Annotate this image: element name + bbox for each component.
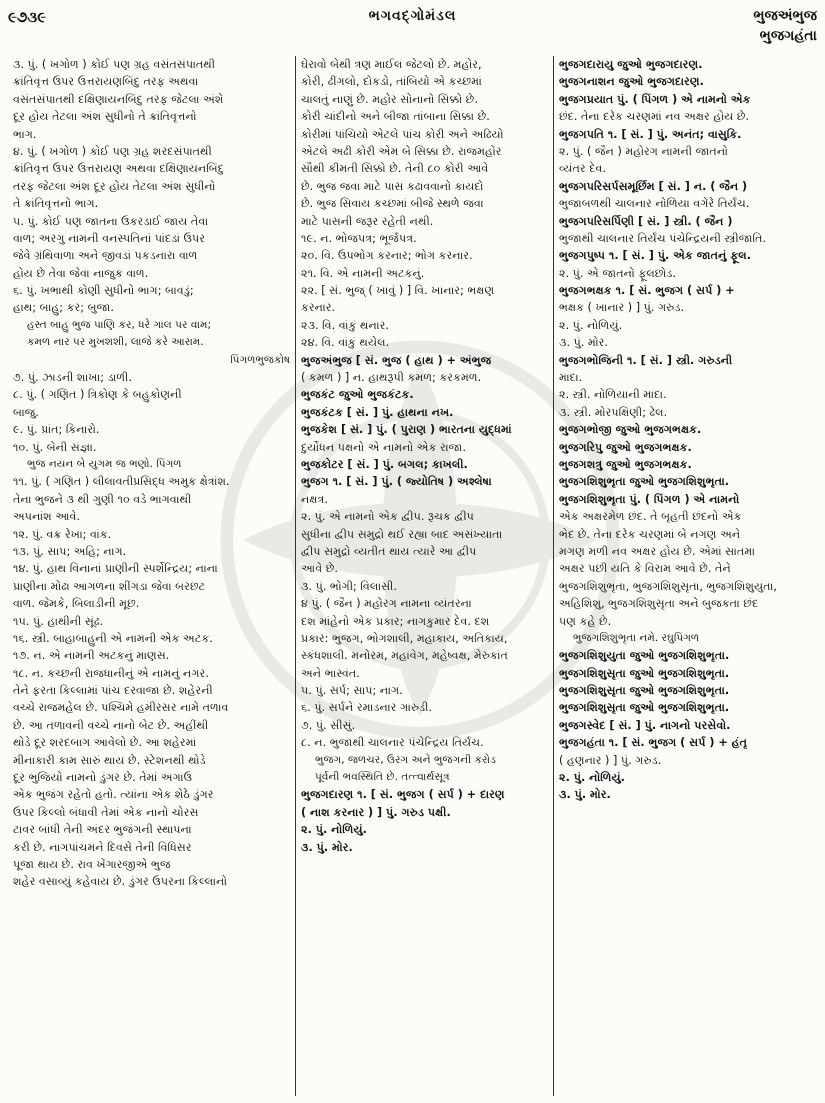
text-line: કોરીમાં પાંચિયો એટલે પાંચ કોરી અને અઢિયો xyxy=(301,127,504,141)
text-line: ઉપર કિલ્લો બંધાવી તેમાં એક નાનો ચોરસ xyxy=(13,805,199,819)
text-line: છે. ભુજ સિવાય કચ્છમાં બીજે સ્થળે જવા xyxy=(301,197,484,211)
text-line: ૩. પું. ભોગી; વિલાસી. xyxy=(301,579,397,593)
text-line: ( કમળ ) ] ન. હાથરૂપી કમળ; કરકમળ. xyxy=(301,371,482,385)
text-line: પ્રકાર: ભુજગ, ભોગશાલી, મહાકાય, અતિકાય, xyxy=(301,631,508,645)
text-line: ભુજાબળથી ચાલનાર નોળિયા વગેરે તિર્યંચ. xyxy=(559,197,750,211)
guide-word-last: ભુજગહંતા xyxy=(759,28,817,44)
entry-headword-line: ૩. પું. મોર. xyxy=(301,840,353,854)
text-line: જેવે ગ્રંથિવાળા અને જીવડાં પકડનારા વાળ xyxy=(13,249,198,263)
text-line: અને ભાસ્વંત. xyxy=(301,666,360,680)
text-line: ૨. પું. એ જાતનો ફૂલછોડ. xyxy=(559,266,676,280)
quotation-line: ભુજગ, જળચર, ઉરગ અને ભુજગની કરોડ xyxy=(315,753,496,766)
text-line: છે. આ તળાવની વચ્ચે નાનો બેટ છે. અહીંથી xyxy=(13,718,209,732)
text-line: સ્કંધશાલી. મનોરમ, મહાવેગ, મહેષ્વક્ષ, મેરુકાંત xyxy=(301,649,508,663)
text-line: ૨. પું. એ નામનો એક દ્વીપ. રૂચક દ્વીપ xyxy=(301,510,474,524)
entry-headword-line: ભુજગભોજી જુઓ ભુજગભક્ષક. xyxy=(559,423,702,437)
entry-headword-line: ભુજગભક્ષક ૧. [ સં. ભુજગ ( સર્પ ) + xyxy=(559,284,735,298)
entry-headword-line: ભુજગરિપુ જુઓ ભુજગભક્ષક. xyxy=(559,440,692,454)
text-line: ભુજગશિશુભૃતા, ભુજગશિશુસૃતા, ભુજગશિશુયુતા, xyxy=(559,579,777,593)
text-line: ૮. પું. ( ગણિત ) ત્રિકોણ કે બહુકોણની xyxy=(13,388,182,402)
text-line: ૭. પું. ઝાડની શાખા; ડાળી. xyxy=(13,371,132,385)
text-line: ભેદ છે. તેના દરેક ચરણમાં બે નગણ અને xyxy=(559,527,741,541)
text-line: બાજુ. xyxy=(13,405,39,419)
source-citation: પિંગળભુજકોષ xyxy=(230,353,290,366)
entry-headword-line: ભુજકંટક [ સં. ] પું. હાથના નખ. xyxy=(301,405,454,419)
entry-headword-line: ભુજગશિશુસૃતા જુઓ ભુજગશિશુભૃતા. xyxy=(559,684,730,698)
quotation-line: હસ્ત બાહુ ભુજ પાણિ કર, ધરે ગાલ પર વામ; xyxy=(27,318,212,331)
entry-headword-line: ભુજકોટર [ સં. ] પું. બગલ; કાખલી. xyxy=(301,457,468,471)
column-1 xyxy=(8,56,296,1096)
text-line: ૩. પું. ( ખગોળ ) કોઈ પણ ગ્રહ વસંતસંપાતથી xyxy=(13,58,216,71)
entry-headword-line: ( નાશ કરનાર ) ] પું. ગરુડ પક્ષી. xyxy=(301,805,451,819)
text-line: દુર્યોધન પક્ષનો એ નામનો એક રાજા. xyxy=(301,440,466,454)
text-line: ૧૯. ન. ભોજપત્ર; ભૂર્જપત્ર. xyxy=(301,231,417,245)
entry-headword-line: ભુજગશત્રુ જુઓ ભુજગભક્ષક. xyxy=(559,457,692,471)
text-line: દશ માંહેનો એક પ્રકાર; નાગકુમાર દેવ. દશ xyxy=(301,614,490,628)
text-line: ૩. સ્ત્રી. મોરપક્ષિણી; ઢેલ. xyxy=(559,405,668,419)
entry-headword-line: ભુજગપ્રયાત પું. ( પિંગળ ) એ નામનો એક xyxy=(559,92,751,106)
guide-words xyxy=(753,6,817,46)
text-line: ૧૧. પું. ( ગણિત ) લીલાવતીપ્રસિદ્ધ અમુક ક્ષેત્રાંશ. xyxy=(13,475,230,489)
text-line: કરી છે. નાગપાંચમને દિવસે તેની વિધિસર xyxy=(13,840,192,854)
text-line: ૮. ન. ભુજાથી ચાલનાર પંચેન્દ્રિય તિર્યંચ. xyxy=(301,736,484,750)
entry-headword-line: ભુજગસ્વેદ [ સં. ] પું. નાગનો પરસેવો. xyxy=(559,718,731,732)
text-line: ૬. પું. સર્પને રમાડનાર ગારુડી. xyxy=(301,701,432,715)
column-2 xyxy=(296,56,554,1096)
text-line: ( હણનાર ) ] પું. ગરુડ. xyxy=(559,753,662,767)
text-line: પ્રાણીના મોઢા આગળના શીંગડા જેવા બરછટ xyxy=(13,579,206,593)
entry-headword-line: ભુજગશિશુસૃતા જુઓ ભુજગશિશુભૃતા. xyxy=(559,666,730,680)
text-line: એટલે અઢી કોરી એમ બે સિક્કા છે. રાજમહોર xyxy=(301,144,502,158)
text-line: શહેર વસાવ્યું કહેવાય છે. ડુંગર ઉપરના કિલ્લાનો xyxy=(13,875,228,889)
quotation-line: ભુજ નયન બે યુગમ જ ભણો. પિંગળ xyxy=(27,457,182,470)
guide-word-first: ભુજઅંભુજ xyxy=(753,8,817,24)
page-header xyxy=(8,4,817,50)
entry-headword-line: ભુજગ ૧. [ સં. ] પું. ( જ્યોતિષ ) અશ્લેષા xyxy=(301,475,492,489)
text-line: માટે પાસની જરૂર રહેતી નથી. xyxy=(301,214,434,228)
text-line: એક ભુજંગ રહેતો હતો. ત્યાંના એક શેઠે ડુંગર xyxy=(13,788,214,802)
entry-headword-line: ભુજકેશ [ સં. ] પું. ( પુરાણ ) ભારતના યુદ્ધમાં xyxy=(301,423,512,437)
text-line: છંદ. તેના દરેક ચરણમાં નવ અક્ષર હોય છે. xyxy=(559,110,750,124)
page-title: ભગવદ્ગોમંડલ xyxy=(368,8,457,24)
quotation-line: પૂર્વની ભવસ્થિતિ છે. તત્ત્વાર્થસૂત્ર xyxy=(315,771,450,784)
text-line: ક્રાંતિવૃત્ત ઉપર ઉત્તરાયણબિંદુ તરફ અથવા xyxy=(13,75,199,89)
column-3 xyxy=(554,56,817,1096)
text-line: કોરી ચાંદીનો અને બીજા તાંબાના સિક્કા છે. xyxy=(301,110,490,124)
text-line: વસંતસંપાતથી દક્ષિણાયનબિંદુ તરફ જેટલા અંશે xyxy=(13,92,224,106)
text-line: પૂજા થાય છે. રાવ ખેંગારજીએ ભુજ xyxy=(13,857,171,871)
text-line: અપનાંશ આવે. xyxy=(13,510,81,524)
entry-headword-line: ભુજઅંભુજ [ સં. ભુજ ( હાથ ) + અંભુજ xyxy=(301,353,492,367)
entry-headword-line: ૨. પું. નોળિયું. xyxy=(559,771,625,785)
text-line: ઘેરાવો બેથી ત્રણ માઈલ જેટલો છે. મહોર, xyxy=(301,58,482,71)
text-line: હોય છે તેવા જેવા નાજુક વાળ. xyxy=(13,266,149,280)
text-line: ૧૫. પું. હાથીની સૂંઢ. xyxy=(13,614,104,628)
text-line: ૨૪. વિ. વાંકું થયેલ. xyxy=(301,336,390,350)
text-line: ૨૧. વિ. એ નામની અટકનું. xyxy=(301,266,425,280)
text-line: ૨. પું. નોળિયું. xyxy=(559,318,623,332)
entry-headword-line: ભુજગદારાયુ જુઓ ભુજગદારણ. xyxy=(559,58,703,71)
text-line: છે. ભુજ જવા માટે પાસ કઢાવવાનો કાયદો xyxy=(301,179,484,193)
quotation-line: કમળ નાર પર મુખશશી, લાજે કરે આરામ. xyxy=(27,336,204,349)
text-line: માદા. xyxy=(559,371,583,385)
text-line: ભુજાથી ચાલનાર તિર્યંચ પંચેન્દ્રિયની સ્ત્રીજાતિ. xyxy=(559,231,767,245)
text-line: આવે છે. xyxy=(301,562,338,576)
text-line: અહિશિશુ, ભુજગશિશુસૃતા અને બુજકતા છંદ xyxy=(559,597,759,611)
entry-headword-line: ભુજકંટ જુઓ ભુજકંટક. xyxy=(301,388,414,402)
text-line: ૨૦. વિ. ઉપભોગ કરનાર; ભોગ કરનાર. xyxy=(301,249,473,263)
text-line: ૬. પું. ખભાથી કોણી સુધીનો ભાગ; બાવડું; xyxy=(13,284,194,298)
text-line: મગણ મળી નવ અક્ષર હોય છે. એમાં સાતમા xyxy=(559,544,755,558)
text-line: તે ક્રાંતિવૃત્તનો ભાગ. xyxy=(13,197,99,211)
text-line: ૨. સ્ત્રી. નોળિયાની માદા. xyxy=(559,388,667,402)
entry-headword-line: ભુજગશિશુભૃતા પું. ( પિંગળ ) એ નામનો xyxy=(559,492,740,506)
text-line: સૌથી કીમતી સિક્કો છે. તેની ૮૦ કોરી આવે xyxy=(301,162,489,176)
entry-headword-line: ભુજગપરિસર્પસમૂર્છિમ [ સં. ] ન. ( જૈન ) xyxy=(559,179,748,193)
text-line: કરનાર. xyxy=(301,301,336,315)
text-line: ૨૩. વિ. વાંકું થનાર. xyxy=(301,318,389,332)
text-line: વ્યંતર દેવ. xyxy=(559,162,606,176)
text-line: ૧૩. પું. સાપ; અહિ; નાગ. xyxy=(13,544,127,558)
quotation-line: ભુજગશિશુભૃતા નમે. રઘુપિંગળ xyxy=(573,631,700,644)
text-line: વચ્ચે રાજમહેલ છે. પશ્ચિમે હમીરસર નામે તળાવ xyxy=(13,701,229,715)
text-line: દૂર ભુજિયો નામનો ડુંગર છે. તેમાં અગાઉ xyxy=(13,771,193,785)
text-line: ૧૮. ન. કચ્છની રાજધાનીનું એ નામનું નગર. xyxy=(13,666,209,680)
text-line: ભક્ષક ( ખાનાર ) ] પું. ગરુડ. xyxy=(559,301,685,315)
entry-headword-line: ભુજગહંતા ૧. [ સં. ભુજગ ( સર્પ ) + હંતૃ xyxy=(559,736,748,750)
text-line: ૫. પું. કોઈ પણ જાતના ઉકરડાઈ જાય તેવા xyxy=(13,214,209,228)
text-line: ૪ પું. ( જૈન ) મહોરગ નામના વ્યંતરના xyxy=(301,597,472,611)
text-line: ૩. પું. મોર. xyxy=(559,336,608,350)
text-line: વાળ; અરગુ નામની વનસ્પતિનાં પાંદડાં ઉપર xyxy=(13,231,206,245)
dictionary-columns xyxy=(8,56,817,1096)
text-line: દૂર હોય તેટલા અંશ સુધીનો તે ક્રાંતિવૃત્તનો xyxy=(13,110,197,124)
text-line: એક અક્ષરમેળ છંદ. તે બૃહતી છંદનો એક xyxy=(559,510,742,524)
text-line: તરફ જેટલા અંશ દૂર હોય તેટલા અંશ સુધીનો xyxy=(13,179,216,193)
entry-headword-line: ૩. પું. મોર. xyxy=(559,788,611,802)
text-line: સુધીના દ્વીપ સમુદ્રો થઈ રહ્યા બાદ અસંખ્યાતા xyxy=(301,527,503,541)
text-line: ચાલતું નાણું છે. મહોર સોનાનો સિક્કો છે. xyxy=(301,92,478,106)
text-line: અક્ષર પછી યતિ કે વિરામ આવે છે. તેને xyxy=(559,562,731,576)
entry-headword-line: ભુજગશિશુભૃતા જુઓ ભુજગશિશુભૃતા. xyxy=(559,475,730,489)
text-line: ટાવર બાંધી તેની અંદર ભુજંગની સ્થાપના xyxy=(13,823,192,837)
entry-headword-line: ભુજગશિશુયુતા જુઓ ભુજગશિશુભૃતા. xyxy=(559,649,730,663)
text-line: ૪. પું. ( ખગોળ ) કોઈ પણ ગ્રહ શરદસંપાતથી xyxy=(13,144,212,158)
text-line: ૧૨. પું. વક્ર રેખા; વાંક. xyxy=(13,527,112,541)
entry-headword-line: ભુજગપતિ ૧. [ સં. ] પું. અનંત; વાસુકિ. xyxy=(559,127,742,141)
text-line: હાથ; બાહુ; કર; બુજા. xyxy=(13,301,114,315)
entry-headword-line: ભુજગનાશન જુઓ ભુજગદારણ. xyxy=(559,75,704,89)
text-line: ૫. પું. સર્પ; સાપ; નાગ. xyxy=(301,684,403,698)
entry-headword-line: ભુજગપુષ્પ ૧. [ સં. ] પું. એક જાતનું ફૂલ. xyxy=(559,249,751,263)
text-line: ભાગ. xyxy=(13,127,37,141)
text-line: મીનાકારી કામ સારું થાય છે. સ્ટેશનથી થોડે xyxy=(13,753,206,767)
text-line: ૯. પું. પ્રાંત; કિનારો. xyxy=(13,423,100,437)
text-line: નક્ષત્ર. xyxy=(301,492,328,506)
page-number: ૯૭૩૯ xyxy=(8,8,47,26)
entry-headword-line: ભુજગભોજિની ૧. [ સં. ] સ્ત્રી. ગરુડની xyxy=(559,353,733,367)
text-line: તેના ભુજને ૩ થી ગુણી ૧૦ વડે ભાગવાથી xyxy=(13,492,192,506)
text-line: ૧૬. સ્ત્રી. બાહાબાહુની એ નામની એક અટક. xyxy=(13,631,213,645)
text-line: તેને ફરતા કિલ્લામાં પાંચ દરવાજા છે. શહેરની xyxy=(13,684,213,698)
text-line: ૧૦. પું. બેની સંજ્ઞા. xyxy=(13,440,97,454)
entry-headword-line: ભુજગદારણ ૧. [ સં. ભુજગ ( સર્પ ) + દારણ xyxy=(301,788,505,802)
entry-headword-line: ભુજગશિશુસૃતા જુઓ ભુજગશિશુભૃતા. xyxy=(559,701,730,715)
text-line: ૧૭. ન. એ નામની અટકનું માણસ. xyxy=(13,649,170,663)
entry-headword-line: ૨. પું. નોળિયું. xyxy=(301,823,367,837)
text-line: ૭. પું. સીસું. xyxy=(301,718,356,732)
text-line: વાળ. જેમકે, બિલાડીની મૂછ. xyxy=(13,597,140,611)
text-line: પણ કહે છે. xyxy=(559,614,612,628)
text-line: કોરી, ઢીંગલો, દોકડો, તાંબિયો એ કચ્છમાં xyxy=(301,75,482,89)
text-line: થોડે દૂર શરદબાગ આવેલો છે. આ શહેરમાં xyxy=(13,736,197,750)
text-line: ૨૨. [ સં. ભુજ્ ( ખાવું ) ] વિ. ખાનાર; ભક્ષણ xyxy=(301,284,495,298)
text-line: ૧૪. પું. હાથ વિનાનાં પ્રાણીની સ્પર્શેન્દ્રિય; નાના xyxy=(13,562,218,576)
entry-headword-line: ભુજગપરિસર્પિણી [ સં. ] સ્ત્રી. ( જૈન ) xyxy=(559,214,733,228)
text-line: ૨. પું. ( જૈન ) મહોરગ નામની જાતનો xyxy=(559,144,728,158)
text-line: ક્રાંતિવૃત્ત ઉપર ઉત્તરાયણ અથવા દક્ષિણાયનબિંદુ xyxy=(13,162,225,176)
text-line: દ્વીપ સમુદ્રો વ્યતીત થાય ત્યારે આ દ્વીપ xyxy=(301,544,477,558)
